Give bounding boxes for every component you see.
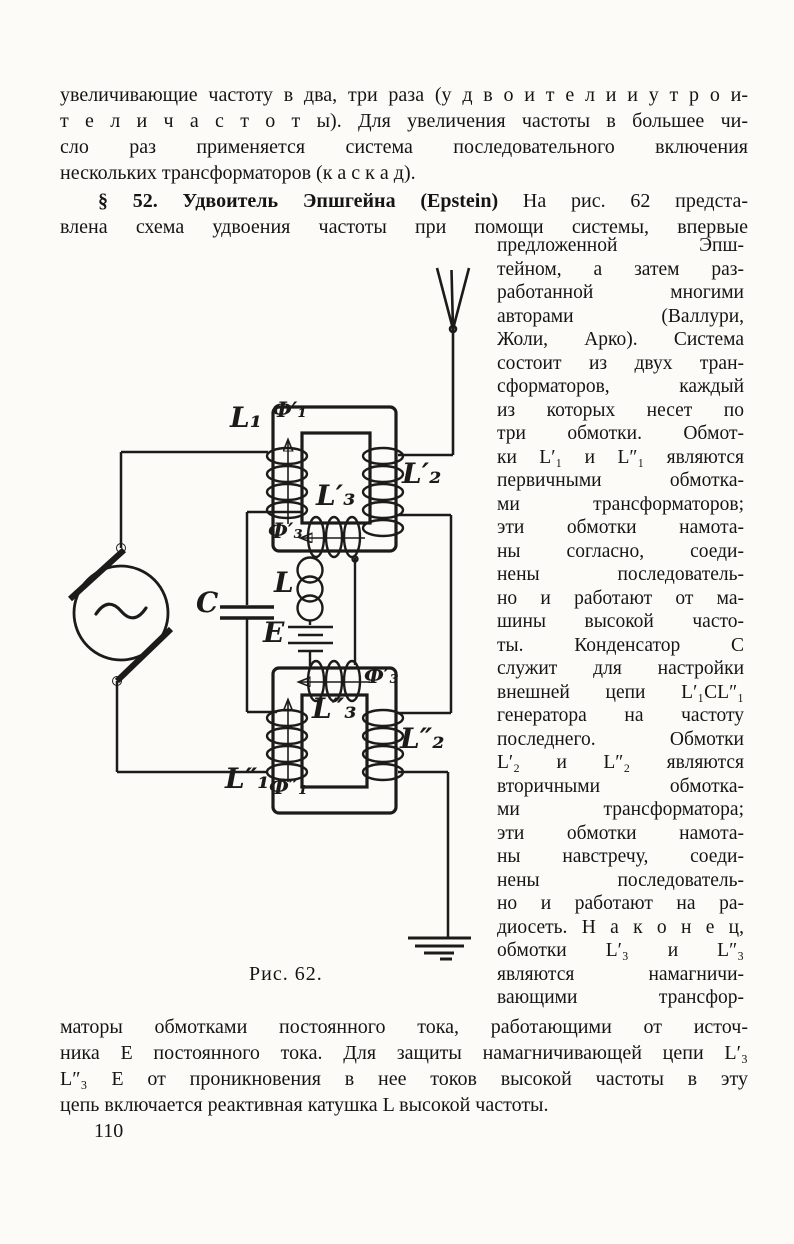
text-line: авторами (Валлури, [497,305,744,327]
text-line: шины высокой часто- [497,611,744,632]
text-line: нены последователь- [497,564,744,585]
text-line: предложенной Эпш- [497,235,744,256]
text-line: эти обмотки намота- [497,822,744,844]
label-choke-L: L [274,566,294,599]
text-line: являются намагничи- [497,963,744,985]
text-line: из которых несет по [497,399,744,421]
text-line: цепь включается реактивная катушка L высокой частоты. [60,1094,549,1116]
text-line: служит для настройки [497,658,744,679]
text-line: влена схема удвоения частоты при помощи системы, впервые [60,216,748,238]
paragraph-top [60,82,748,186]
label-phi-prime-1: Ф′₁ [272,397,307,422]
choke-coil [298,558,323,626]
text-line: но и работают на ра- [497,893,744,914]
text-line: ны навстречу, соеди- [497,846,744,867]
text-line: вающими трансфор- [497,987,744,1008]
text-line: Жоли, Арко). Система [497,329,744,350]
label-phi-dprime-1: Ф″₁ [269,774,308,799]
text-line: внешней цепи L′₁CL″₁ [497,681,744,703]
text-line: вторичными обмотка- [497,775,744,797]
text-line: сформаторов, каждый [497,376,744,397]
label-L-dprime-2: L″₂ [400,722,445,755]
text-line: диосеть. Н а к о н е ц, [497,916,744,938]
antenna-icon [437,268,469,455]
label-L-dprime-1: L″₁ [225,762,270,795]
primary-wires [117,452,268,772]
section-heading-line [60,188,748,214]
text-line: три обмотки. Обмот- [497,423,744,444]
text-line: увеличивающие частоту в два, три раза (у д в о и т е л и и у т р о и- [60,84,748,106]
text-line: обмотки L′₃ и L″₃ [497,940,744,961]
right-text-column [497,234,744,1010]
page-number: 110 [94,1120,124,1142]
text-line: работанной многими [497,282,744,303]
text-line: но и работают от ма- [497,587,744,609]
label-phi-prime-3-lower: Ф′₃ [364,663,399,688]
text-line: ми трансформаторов; [497,493,744,515]
text-line: ки L′₁ и L″₁ являются [497,446,744,468]
text-line: эти обмотки намота- [497,517,744,538]
text-line: тейном, а затем раз- [497,258,744,280]
text-line: маторы обмотками постоянного тока, работающими от источ- [60,1016,748,1038]
text-line: L′₂ и L″₂ являются [497,752,744,773]
section-heading-rest: На рис. 62 предста- [522,190,748,212]
section-52 [60,188,748,240]
figure-caption: Рис. 62. [249,963,323,985]
text-line: т е л и ч а с т о т ы). Для увеличения частоты в большее чи- [60,110,748,132]
label-capacitor-C: C [196,586,219,619]
text-line: сло раз применяется система последовательного включения [60,136,748,158]
text-line: последнего. Обмотки [497,728,744,750]
text-line: состоит из двух тран- [497,352,744,374]
dc-circuit-rail [353,557,358,666]
battery [288,627,333,666]
ground-icon [408,938,471,959]
text-line: первичными обмотка- [497,470,744,491]
text-line: ми трансформатора; [497,799,744,820]
text-line: L″₃ E от проникновения в нее токов высокой частоты в эту [60,1068,748,1090]
text-line: ника E постоянного тока. Для защиты намагничивающей цепи L′₃ [60,1042,748,1064]
text-line: ты. Конденсатор C [497,634,744,656]
label-L-dprime-3: L″₃ [312,692,357,725]
label-L-prime-2: L′₂ [402,457,442,490]
section-heading-bold: § 52. Удвоитель Эпшгейна (Epstein) [98,190,499,212]
paragraph-bottom [60,1014,748,1118]
ac-tilde-icon [96,604,146,618]
text-line: ны согласно, соеди- [497,540,744,562]
generator-with-brushes [70,544,171,686]
text-line: нены последователь- [497,869,744,891]
label-battery-E: E [263,616,285,649]
text-line: нескольких трансформаторов (к а с к а д). [60,162,416,184]
label-L1: L₁ [230,401,262,434]
label-L-prime-3: L′₃ [316,479,356,512]
text-line: генератора на частоту [497,705,744,726]
secondary-wires [397,455,453,938]
label-phi-prime-3-upper: Ф′₃ [268,518,303,543]
